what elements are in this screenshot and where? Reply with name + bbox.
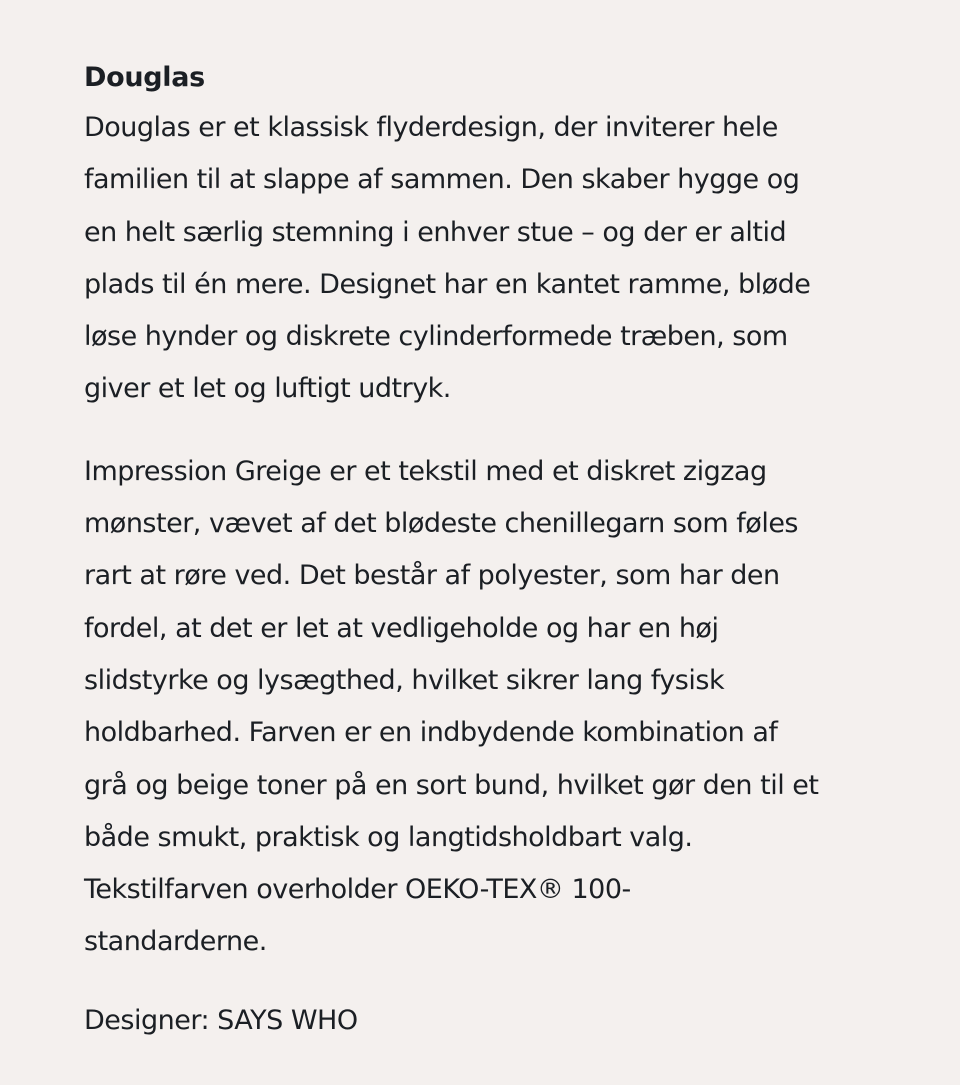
fabric-line: mønster, vævet af det blødeste chenillegarn som føles: [84, 508, 798, 540]
fabric-line: fordel, at det er let at vedligeholde og har en høj: [84, 612, 719, 644]
fabric-line: Tekstilfarven overholder OEKO-TEX® 100-: [84, 874, 631, 906]
fabric-line: både smukt, praktisk og langtidsholdbart valg.: [84, 821, 693, 853]
description-line: familien til at slappe af sammen. Den skaber hygge og: [84, 164, 800, 196]
fabric-line: standarderne.: [84, 926, 267, 958]
fabric-paragraph: [84, 446, 884, 969]
paragraph-spacer: [84, 416, 884, 446]
fabric-line: Impression Greige er et tekstil med et diskret zigzag: [84, 455, 767, 487]
product-description: [84, 54, 884, 1047]
fabric-line: grå og beige toner på en sort bund, hvilket gør den til et: [84, 769, 819, 801]
description-line: en helt særlig stemning i enhver stue – og der er altid: [84, 216, 787, 248]
designer-credit: Designer: SAYS WHO: [84, 1004, 358, 1036]
description-paragraph: [84, 102, 884, 416]
paragraph-spacer: [84, 969, 884, 995]
description-line: Douglas er et klassisk flyderdesign, der inviterer hele: [84, 112, 778, 143]
fabric-line: rart at røre ved. Det består af polyester, som har den: [84, 560, 780, 592]
description-line: løse hynder og diskrete cylinderformede træben, som: [84, 321, 788, 353]
description-line: plads til én mere. Designet har en kantet ramme, bløde: [84, 268, 811, 300]
fabric-line: slidstyrke og lysægthed, hvilket sikrer lang fysisk: [84, 664, 725, 696]
fabric-line: holdbarhed. Farven er en indbydende kombination af: [84, 717, 778, 749]
product-title: Douglas: [84, 62, 205, 93]
description-line: giver et let og luftigt udtryk.: [84, 373, 451, 405]
